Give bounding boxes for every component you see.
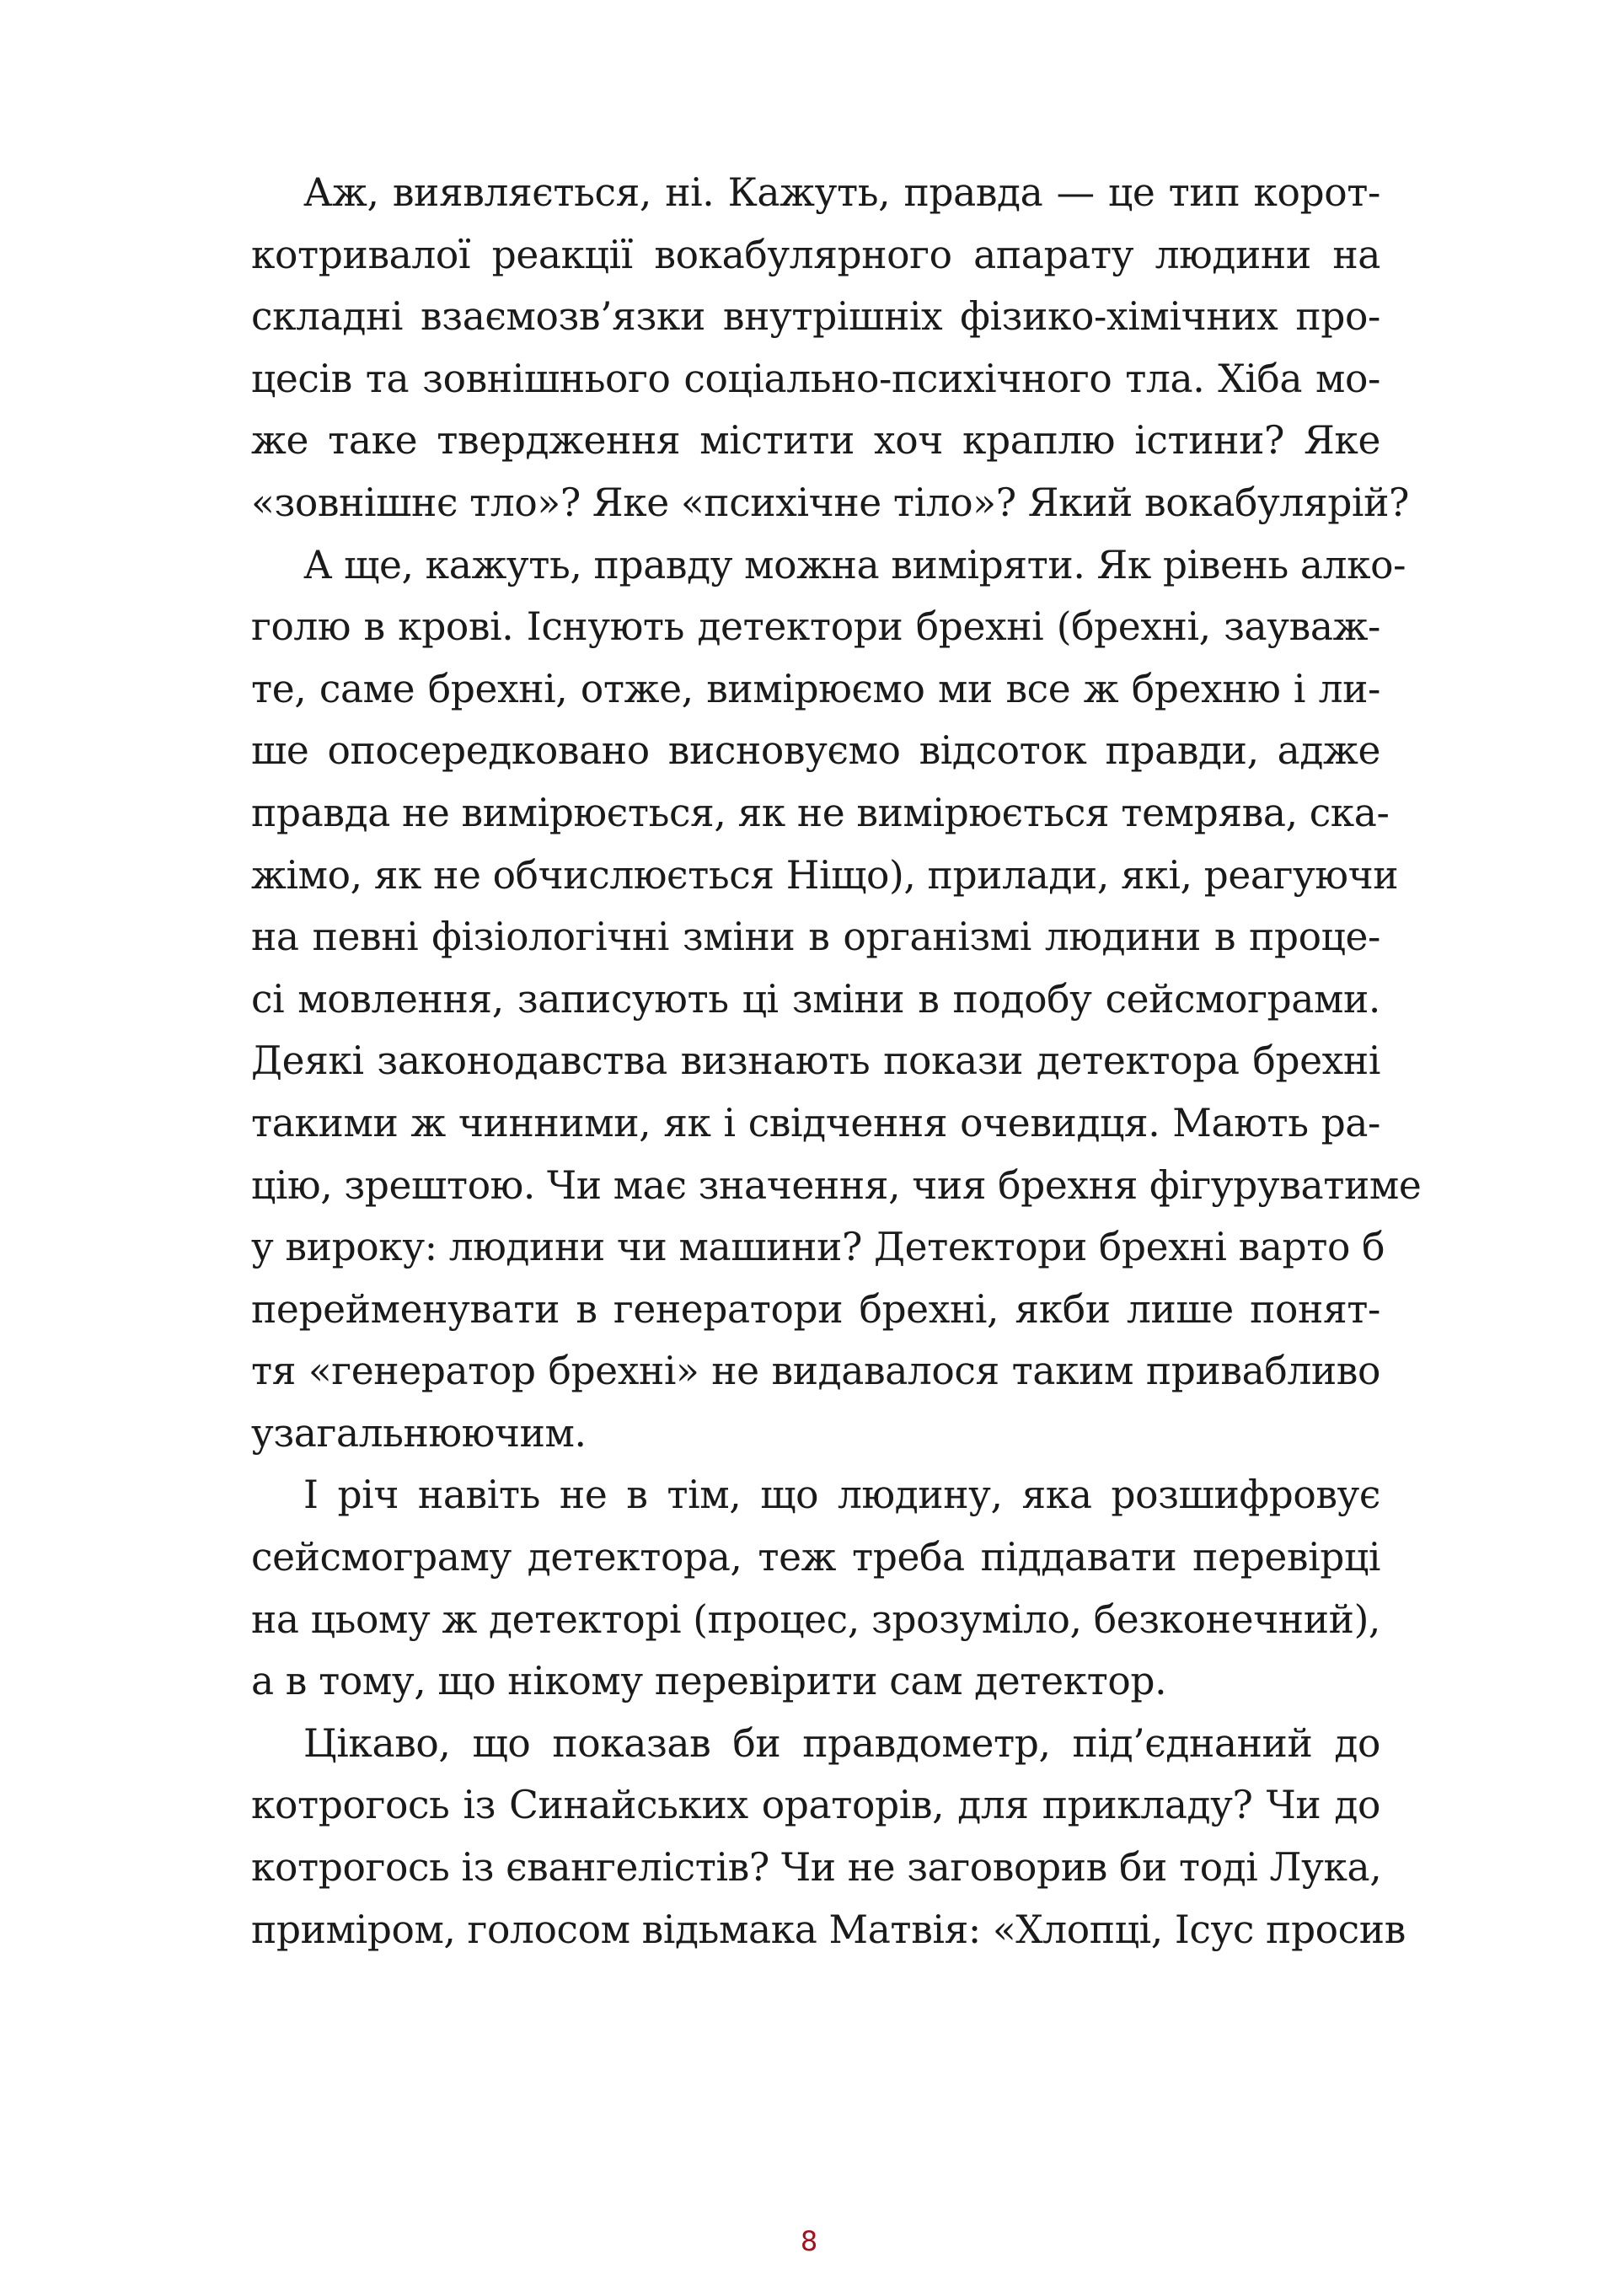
text-line: Аж, виявляється, ні. Кажуть, правда — це тип корот- <box>303 170 1380 215</box>
text-line: такими ж чинними, як і свідчення очевидця. Мають ра- <box>251 1100 1380 1145</box>
text-line: голю в крові. Існують детектори брехні (брехні, зауваж- <box>251 604 1380 650</box>
text-line: на цьому ж детекторі (процес, зрозуміло, безконечний), <box>251 1596 1380 1642</box>
page-number: 8 <box>800 2225 818 2257</box>
text-line: узагальнюючим. <box>251 1410 587 1456</box>
text-line: котрогось із євангелістів? Чи не заговорив би тоді Лука, <box>251 1845 1382 1891</box>
text-line: ше опосередковано висновуємо відсоток правди, адже <box>251 728 1380 774</box>
text-line: Деякі законодавства визнають покази детектора брехні <box>251 1038 1380 1084</box>
text-line: «зовнішнє тло»? Яке «психічне тіло»? Який вокабулярій? <box>251 480 1409 525</box>
text-line: складні взаємозв’язки внутрішніх фізико-хімічних про- <box>251 294 1380 340</box>
text-line: правда не вимірюється, як не вимірюється темрява, ска- <box>251 790 1390 835</box>
body-text <box>251 162 1422 1961</box>
text-line: у вироку: людини чи машини? Детектори брехні варто б <box>251 1225 1385 1270</box>
text-line: приміром, голосом відьмака Матвія: «Хлопці, Ісус просив <box>251 1907 1406 1952</box>
text-line: цію, зрештою. Чи має значення, чия брехня фігуруватиме <box>251 1162 1422 1208</box>
text-line: перейменувати в генератори брехні, якби лише понят- <box>251 1286 1380 1332</box>
text-line: тя «генератор брехні» не видавалося таким привабливо <box>251 1349 1380 1394</box>
text-line: те, саме брехні, отже, вимірюємо ми все ж брехню і ли- <box>251 666 1380 711</box>
text-line: І річ навіть не в тім, що людину, яка розшифровує <box>303 1473 1380 1518</box>
text-line: а в тому, що нікому перевірити сам детектор. <box>251 1659 1167 1704</box>
text-line: жімо, як не обчислюється Ніщо), прилади, які, реагуючи <box>251 852 1399 898</box>
text-line: на певні фізіологічні зміни в організмі людини в проце- <box>251 915 1380 960</box>
text-line: котривалої реакції вокабулярного апарату людини на <box>251 232 1380 277</box>
text-line: сі мовлення, записують ці зміни в подобу сейсмограми. <box>251 976 1380 1022</box>
text-line: же таке твердження містити хоч краплю істини? Яке <box>251 418 1380 464</box>
text-line: А ще, кажуть, правду можна виміряти. Як рівень алко- <box>303 542 1406 587</box>
text-line: Цікаво, що показав би правдометр, під’єднаний до <box>303 1720 1380 1766</box>
text-line: цесів та зовнішнього соціально-психічного тла. Хіба мо- <box>251 356 1380 401</box>
text-line: котрогось із Синайських ораторів, для прикладу? Чи до <box>251 1783 1380 1828</box>
text-line: сейсмограму детектора, теж треба піддавати перевірці <box>251 1535 1380 1580</box>
